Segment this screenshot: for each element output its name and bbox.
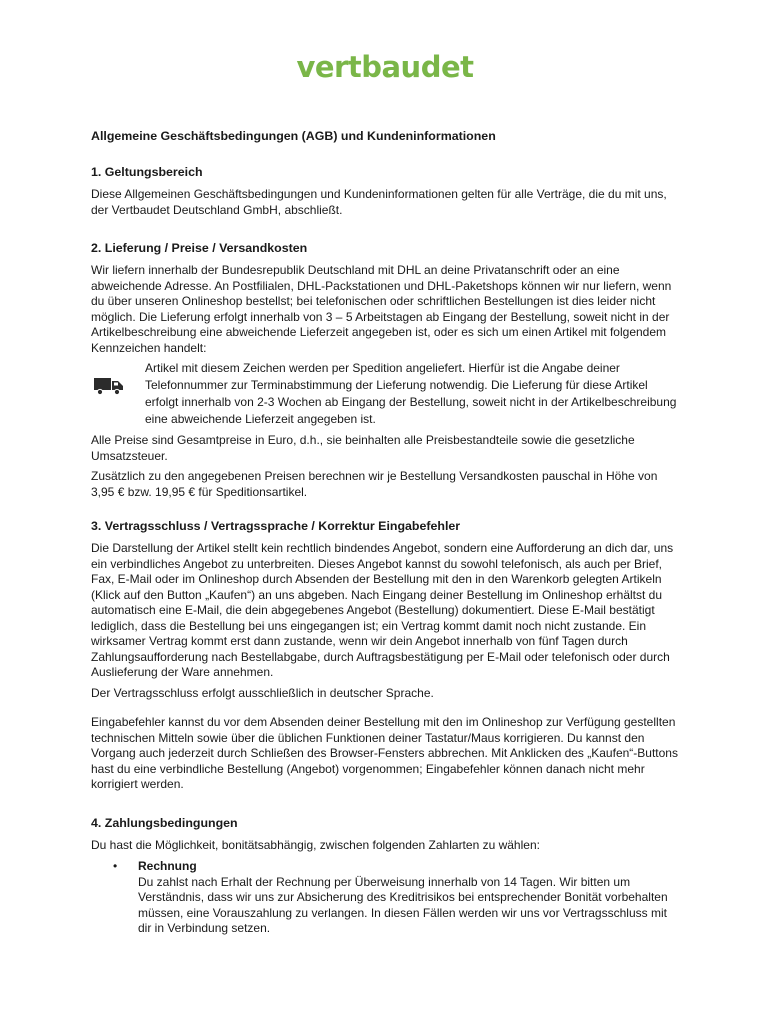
payment-methods-list: [91, 859, 679, 937]
spedition-text: Artikel mit diesem Zeichen werden per Spedition angeliefert. Hierfür ist die Angabe deiner Telefonnummer zur Terminabstimmung der Lieferung notwendig. Die Lieferung für diese Artikel erfolgt innerhalb von 2-3 Wochen ab Eingang der Bestellung, soweit nicht in der Artikelbeschreibung eine abweichende Lieferzeit angegeben ist.: [145, 361, 677, 426]
section-lieferung: [91, 240, 679, 500]
paragraph: Eingabefehler kannst du vor dem Absenden deiner Bestellung mit den im Onlineshop zur Verfügung gestellten technischen Mitteln sowie über die üblichen Funktionen deiner Tastatur/Maus korrigieren. Du kannst den Vorgang auch jederzeit durch Schließen des Browser-Fensters abbrechen. Mit Anklicken des „Kaufen“-Buttons hast du eine verbindliche Bestellung (Angebot) vorgenommen; Eingabefehler können danach nicht mehr korrigiert werden.: [91, 715, 678, 791]
payment-method-text: Du zahlst nach Erhalt der Rechnung per Überweisung innerhalb von 14 Tagen. Wir bitten um Verständnis, dass wir uns zur Absicherung des Kreditrisikos bei entsprechender Bonität vorbehalten müssen, eine Vorauszahlung zu verlangen. In diesen Fällen werden wir uns vor Vertragsschluss mit dir in Verbindung setzen.: [138, 874, 668, 935]
list-item: [91, 859, 679, 937]
document-title: Allgemeine Geschäftsbedingungen (AGB) und Kundeninformationen: [91, 129, 496, 143]
paragraph: Alle Preise sind Gesamtpreise in Euro, d.h., sie beinhalten alle Preisbestandteile sowie die gesetzliche Umsatzsteuer.: [91, 433, 635, 463]
section-geltungsbereich: [91, 164, 679, 218]
agb-document: [91, 128, 679, 959]
section-vertragsschluss: [91, 518, 679, 793]
section-heading: 1. Geltungsbereich: [91, 165, 203, 179]
paragraph: Die Darstellung der Artikel stellt kein rechtlich bindendes Angebot, sondern eine Aufforderung an dich dar, uns ein verbindliches Angebot zu unterbreiten. Dieses Angebot kannst du sowohl telefonisch, als auch per Brief, Fax, E-Mail oder im Onlineshop durch Absenden der Bestellung mit den in den Warenkorb gelegten Artikeln (Klick auf den Button „Kaufen“) an uns abgeben. Nach Eingang deiner Bestellung im Onlineshop erhältst du automatisch eine E-Mail, die dein abgegebenes Angebot (Bestellung) dokumentiert. Diese E-Mail bestätigt lediglich, dass die Bestellung bei uns eingegangen ist; ein Vertrag kommt damit noch nicht zustande. Ein wirksamer Vertrag kommt erst dann zustande, wenn wir dein Angebot innerhalb von fünf Tagen durch Zahlungsaufforderung nach Bestellabgabe, durch Auftragsbestätigung per E-Mail oder telefonisch oder durch Auslieferung der Ware annehmen.: [91, 541, 674, 679]
vertbaudet-logo: vertbaudet: [296, 50, 474, 84]
paragraph: Der Vertragsschluss erfolgt ausschließlich in deutscher Sprache.: [91, 685, 434, 700]
delivery-truck-icon: [94, 376, 124, 401]
section-heading: 2. Lieferung / Preise / Versandkosten: [91, 241, 308, 255]
section-heading: 4. Zahlungsbedingungen: [91, 815, 238, 830]
payment-method-title: Rechnung: [138, 859, 197, 873]
spedition-notice: [91, 360, 679, 428]
paragraph: Du hast die Möglichkeit, bonitätsabhängig, zwischen folgenden Zahlarten zu wählen:: [91, 837, 540, 852]
section-heading: 3. Vertragsschluss / Vertragssprache / Korrektur Eingabefehler: [91, 519, 461, 533]
paragraph: Wir liefern innerhalb der Bundesrepublik Deutschland mit DHL an deine Privatanschrift oder an eine abweichende Adresse. An Postfilialen, DHL-Packstationen und DHL-Paketshops können wir nur liefern, wenn du über unseren Onlineshop bestellst; bei telefonischen oder schriftlichen Bestellungen ist dies leider nicht möglich. Die Lieferung erfolgt innerhalb von 3 – 5 Arbeitstagen ab Eingang der Bestellung, soweit nicht in der Artikelbeschreibung eine abweichende Lieferzeit angegeben ist, oder es sich um einen Artikel mit folgendem Kennzeichen handelt:: [91, 263, 672, 355]
bullet: •: [113, 859, 118, 873]
paragraph: Diese Allgemeinen Geschäftsbedingungen und Kundeninformationen gelten für alle Verträge, die du mit uns, der Vertbaudet Deutschland GmbH, abschließt.: [91, 187, 667, 217]
section-zahlungsbedingungen: [91, 815, 679, 937]
paragraph: Zusätzlich zu den angegebenen Preisen berechnen wir je Bestellung Versandkosten pauschal in Höhe von 3,95 € bzw. 19,95 € für Speditionsartikel.: [91, 469, 658, 499]
